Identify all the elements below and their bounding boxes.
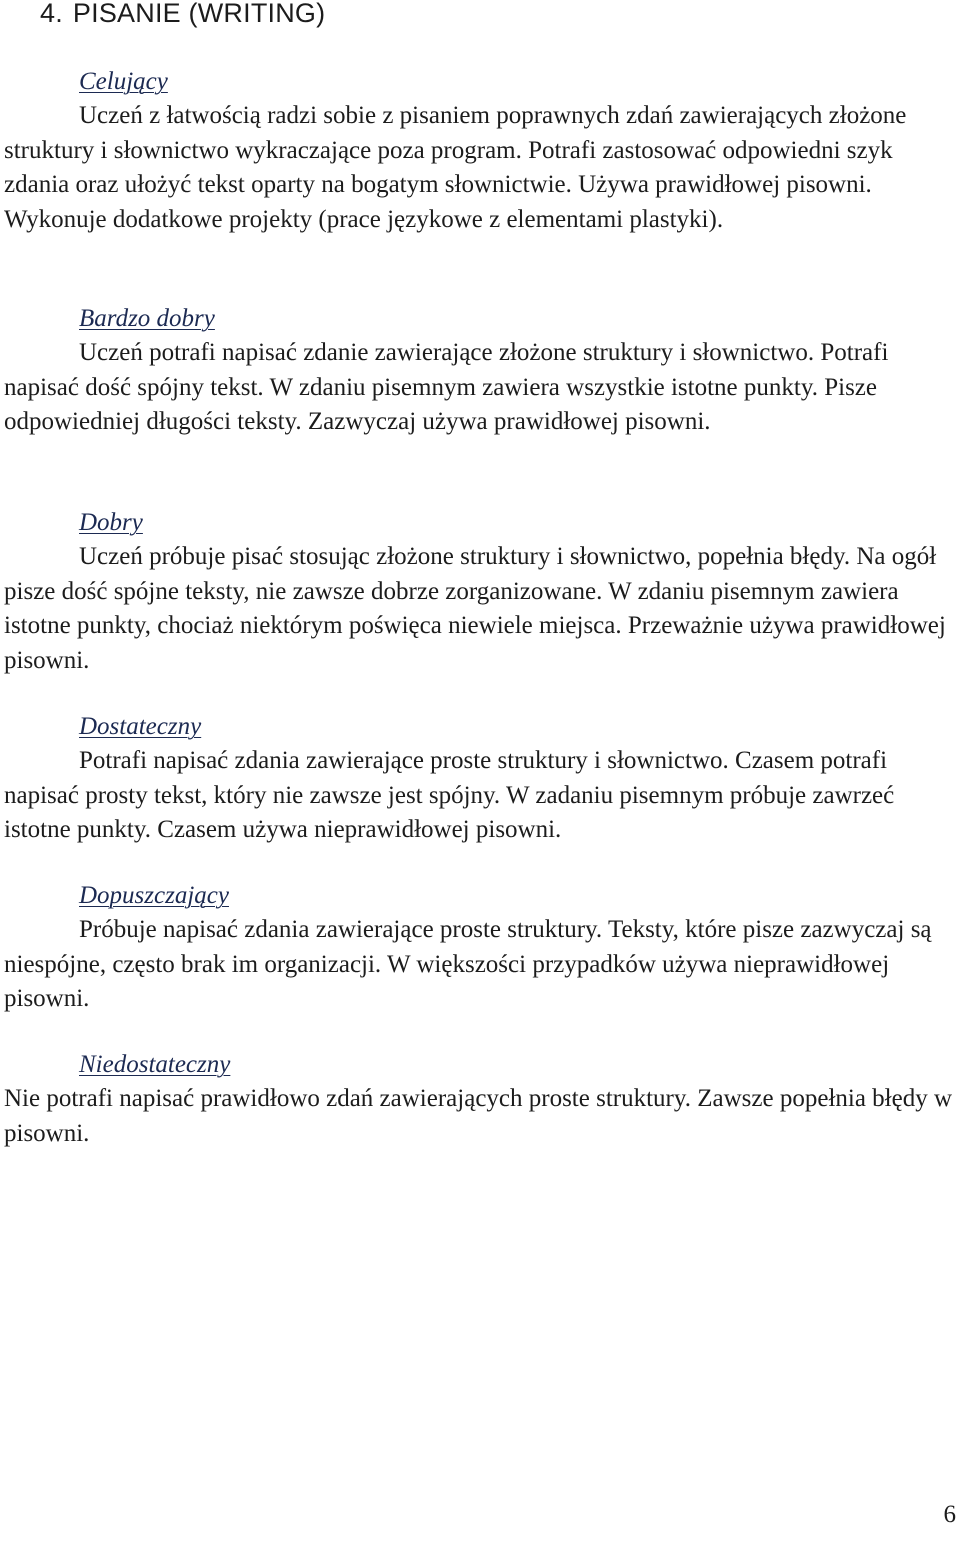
grade-section-celujacy: [4, 65, 956, 237]
grade-description: Uczeń z łatwością radzi sobie z pisaniem poprawnych zdań zawierających złożone struktury i słownictwo wykraczające poza program. Potrafi zastosować odpowiedni szyk zdania oraz ułożyć tekst oparty na bogatym słownictwie. Używa prawidłowej pisowni. Wykonuje dodatkowe projekty (prace językowe z elementami plastyki).: [4, 102, 907, 233]
grade-title: Dostateczny: [79, 713, 202, 740]
grade-section-niedostateczny: [4, 1048, 956, 1151]
grade-title: Dobry: [79, 509, 143, 536]
grade-section-bardzo-dobry: [4, 302, 956, 440]
grade-section-dobry: [4, 506, 956, 678]
grade-description: Potrafi napisać zdania zawierające proste struktury i słownictwo. Czasem potrafi napisać prosty tekst, który nie zawsze jest spójny. W zadaniu pisemnym próbuje zawrzeć istotne punkty. Czasem używa nieprawidłowej pisowni.: [4, 747, 895, 843]
section-number: 4.: [40, 0, 63, 28]
grade-section-dopuszczajacy: [4, 879, 956, 1017]
section-title: PISANIE (WRITING): [72, 0, 326, 28]
grade-description: Nie potrafi napisać prawidłowo zdań zawierających proste struktury. Zawsze popełnia błędy w pisowni.: [4, 1085, 953, 1147]
grade-section-dostateczny: [4, 710, 956, 848]
grade-description: Uczeń próbuje pisać stosując złożone struktury i słownictwo, popełnia błędy. Na ogół pisze dość spójne teksty, nie zawsze dobrze zorganizowane. W zdaniu pisemnym zawiera istotne punkty, chociaż niektórym poświęca niewiele miejsca. Przeważnie używa prawidłowej pisowni.: [4, 543, 946, 674]
page-number: 6: [943, 1501, 956, 1528]
grade-title: Bardzo dobry: [79, 305, 215, 332]
grade-title: Niedostateczny: [79, 1051, 231, 1078]
section-heading: [40, 0, 325, 30]
grade-title: Dopuszczający: [79, 882, 229, 909]
grade-description: Próbuje napisać zdania zawierające proste struktury. Teksty, które pisze zazwyczaj są niespójne, często brak im organizacji. W większości przypadków używa nieprawidłowej pisowni.: [4, 916, 932, 1012]
grade-description: Uczeń potrafi napisać zdanie zawierające złożone struktury i słownictwo. Potrafi napisać dość spójny tekst. W zdaniu pisemnym zawiera wszystkie istotne punkty. Pisze odpowiedniej długości teksty. Zazwyczaj używa prawidłowej pisowni.: [4, 339, 889, 435]
grade-title: Celujący: [79, 68, 168, 95]
